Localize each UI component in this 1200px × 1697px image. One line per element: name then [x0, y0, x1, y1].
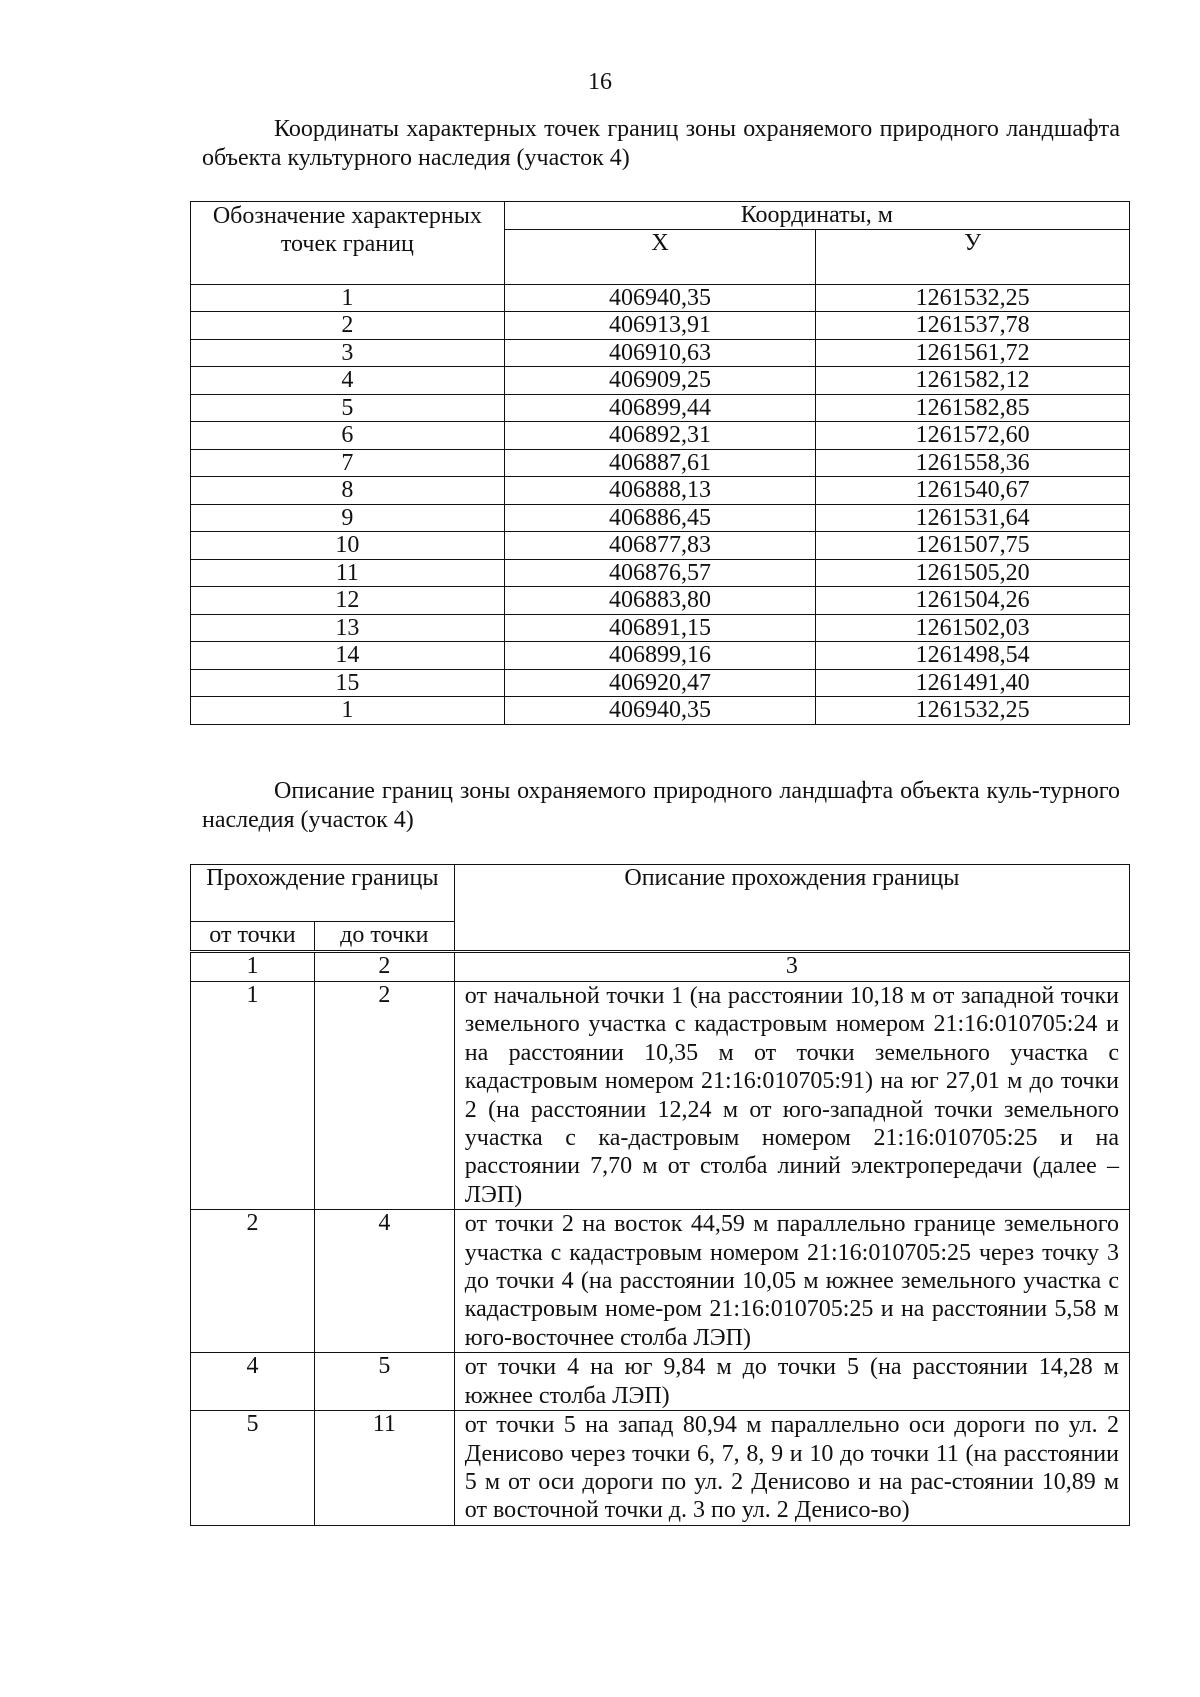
table-row: [191, 587, 1130, 615]
point-cell: 8: [191, 477, 505, 505]
table-row: [191, 312, 1130, 340]
y-cell: 1261531,64: [816, 504, 1130, 532]
from-point-cell: 5: [191, 1411, 315, 1526]
table-row: [191, 477, 1130, 505]
x-cell: 406891,15: [504, 614, 816, 642]
description-cell: от начальной точки 1 (на расстоянии 10,18 м от западной точки земельного участка с кадастровым номером 21:16:010705:24 и на расстоянии 10,35 м от точки земельного участка с кадастровым номером 21:16:010705:91) на юг 27,01 м до точки 2 (на расстоянии 12,24 м от юго-западной точки земельного участка с ка-дастровым номером 21:16:010705:25 и на расстоянии 7,70 м от столба линий электропередачи (далее – ЛЭП): [454, 982, 1129, 1210]
table-row: [191, 394, 1130, 422]
point-cell: 3: [191, 339, 505, 367]
desc-header-to: до точки: [314, 922, 454, 952]
point-cell: 6: [191, 422, 505, 450]
y-cell: 1261582,85: [816, 394, 1130, 422]
x-cell: 406888,13: [504, 477, 816, 505]
from-point-cell: 4: [191, 1353, 315, 1411]
x-cell: 406940,35: [504, 284, 816, 312]
point-cell: 12: [191, 587, 505, 615]
y-cell: 1261572,60: [816, 422, 1130, 450]
table-row: [191, 367, 1130, 395]
table-row: [191, 1353, 1130, 1411]
boundary-description-table: [190, 864, 1130, 1526]
point-cell: 1: [191, 697, 505, 725]
coords-table-title: Координаты характерных точек границ зоны охраняемого природного ландшафта объекта культурного наследия (участок 4): [202, 116, 1120, 171]
coords-header-coords: Координаты, м: [504, 202, 1129, 230]
table-row: [191, 449, 1130, 477]
coords-header-y: У: [816, 229, 1130, 284]
point-cell: 13: [191, 614, 505, 642]
x-cell: 406886,45: [504, 504, 816, 532]
table-row: [191, 1411, 1130, 1526]
x-cell: 406920,47: [504, 669, 816, 697]
description-cell: от точки 5 на запад 80,94 м параллельно оси дороги по ул. 2 Денисово через точки 6, 7, 8, 9 и 10 до точки 11 (на расстоянии 5 м от оси дороги по ул. 2 Денисово и на рас-стоянии 10,89 м от восточной точки д. 3 по ул. 2 Денисо-во): [454, 1411, 1129, 1526]
table-row: [191, 614, 1130, 642]
desc-header-from: от точки: [191, 922, 315, 952]
y-cell: 1261582,12: [816, 367, 1130, 395]
column-index: 1: [191, 952, 315, 982]
point-cell: 5: [191, 394, 505, 422]
coords-table: [190, 201, 1130, 725]
point-cell: 9: [191, 504, 505, 532]
from-point-cell: 1: [191, 982, 315, 1210]
x-cell: 406899,16: [504, 642, 816, 670]
x-cell: 406883,80: [504, 587, 816, 615]
table-row: [191, 642, 1130, 670]
table-row: [191, 697, 1130, 725]
table-row: [191, 559, 1130, 587]
desc-header-passage: Прохождение границы: [191, 865, 455, 922]
to-point-cell: 2: [314, 982, 454, 1210]
point-cell: 2: [191, 312, 505, 340]
table-row: [191, 982, 1130, 1210]
column-index: 2: [314, 952, 454, 982]
x-cell: 406910,63: [504, 339, 816, 367]
point-cell: 11: [191, 559, 505, 587]
to-point-cell: 11: [314, 1411, 454, 1526]
table-row: [191, 532, 1130, 560]
point-cell: 15: [191, 669, 505, 697]
table-row: [191, 1210, 1130, 1353]
y-cell: 1261491,40: [816, 669, 1130, 697]
y-cell: 1261532,25: [816, 697, 1130, 725]
y-cell: 1261558,36: [816, 449, 1130, 477]
y-cell: 1261540,67: [816, 477, 1130, 505]
x-cell: 406899,44: [504, 394, 816, 422]
y-cell: 1261498,54: [816, 642, 1130, 670]
point-cell: 4: [191, 367, 505, 395]
table-row: [191, 339, 1130, 367]
column-index: 3: [454, 952, 1129, 982]
table-row: [191, 504, 1130, 532]
x-cell: 406876,57: [504, 559, 816, 587]
y-cell: 1261507,75: [816, 532, 1130, 560]
point-cell: 10: [191, 532, 505, 560]
desc-table-title: Описание границ зоны охраняемого природного ландшафта объекта куль-турного наследия (участок 4): [202, 778, 1120, 833]
from-point-cell: 2: [191, 1210, 315, 1353]
x-cell: 406892,31: [504, 422, 816, 450]
table-row: [191, 422, 1130, 450]
page-number: 16: [588, 69, 612, 95]
x-cell: 406877,83: [504, 532, 816, 560]
y-cell: 1261532,25: [816, 284, 1130, 312]
x-cell: 406940,35: [504, 697, 816, 725]
column-index-row: [191, 952, 1130, 982]
description-cell: от точки 2 на восток 44,59 м параллельно границе земельного участка с кадастровым номером 21:16:010705:25 через точку 3 до точки 4 (на расстоянии 10,05 м южнее земельного участка с кадастровым номе-ром 21:16:010705:25 и на расстоянии 5,58 м юго-восточнее столба ЛЭП): [454, 1210, 1129, 1353]
point-cell: 1: [191, 284, 505, 312]
description-cell: от точки 4 на юг 9,84 м до точки 5 (на расстоянии 14,28 м южнее столба ЛЭП): [454, 1353, 1129, 1411]
to-point-cell: 5: [314, 1353, 454, 1411]
y-cell: 1261505,20: [816, 559, 1130, 587]
y-cell: 1261504,26: [816, 587, 1130, 615]
desc-header-description: Описание прохождения границы: [454, 865, 1129, 952]
point-cell: 7: [191, 449, 505, 477]
table-row: [191, 284, 1130, 312]
y-cell: 1261502,03: [816, 614, 1130, 642]
coords-header-point: Обозначение характерных точек границ: [191, 202, 505, 285]
coords-header-x: Х: [504, 229, 816, 284]
x-cell: 406913,91: [504, 312, 816, 340]
to-point-cell: 4: [314, 1210, 454, 1353]
y-cell: 1261561,72: [816, 339, 1130, 367]
table-row: [191, 669, 1130, 697]
y-cell: 1261537,78: [816, 312, 1130, 340]
x-cell: 406887,61: [504, 449, 816, 477]
point-cell: 14: [191, 642, 505, 670]
x-cell: 406909,25: [504, 367, 816, 395]
